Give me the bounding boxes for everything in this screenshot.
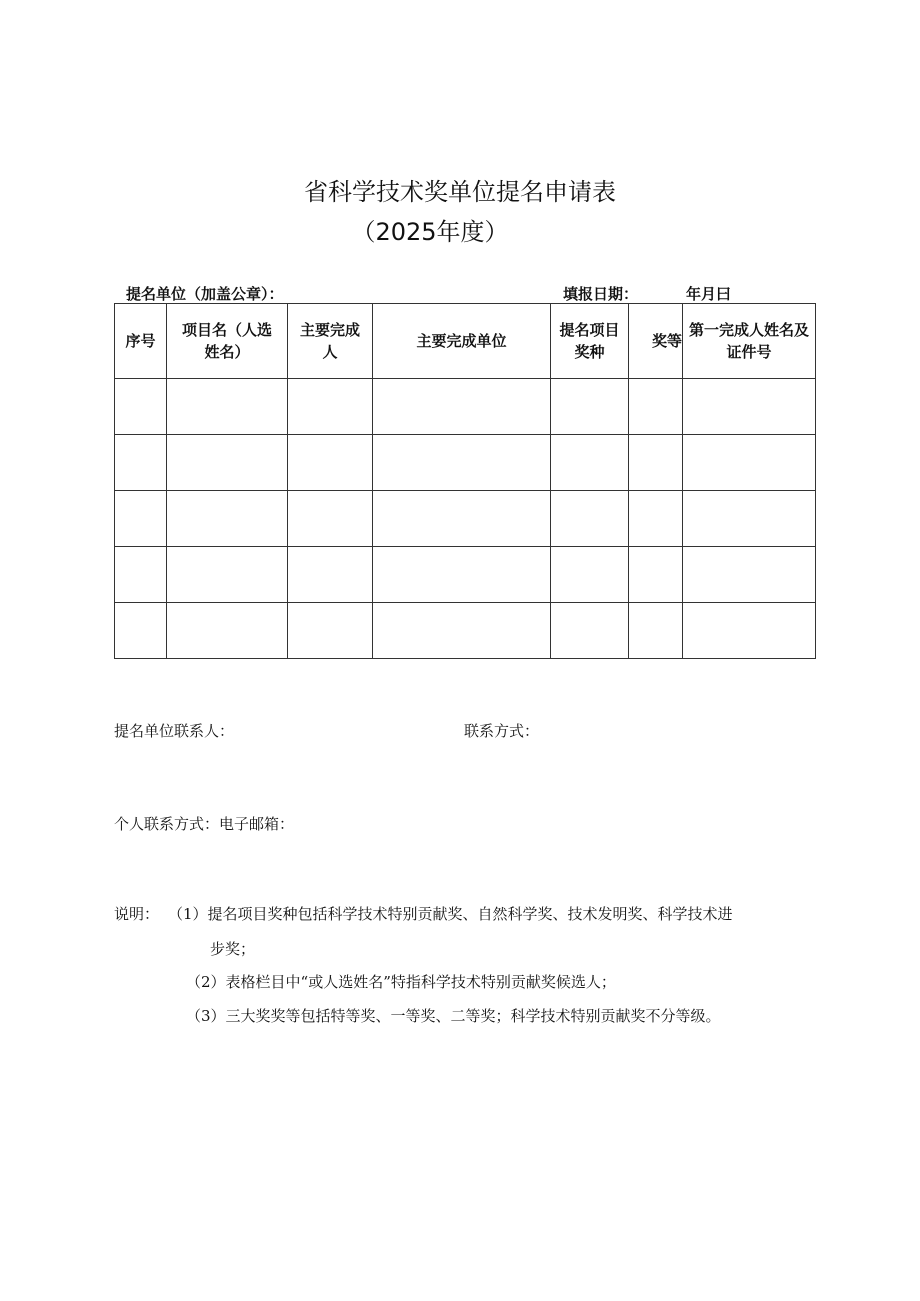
note-3: （3）三大奖奖等包括特等奖、一等奖、二等奖；科学技术特别贡献奖不分等级。 [186, 1007, 721, 1025]
cell[interactable] [115, 491, 167, 547]
cell[interactable] [629, 491, 683, 547]
header-index: 序号 [115, 304, 167, 379]
cell[interactable] [373, 547, 551, 603]
cell[interactable] [115, 547, 167, 603]
header-award-type: 提名项目奖种 [551, 304, 629, 379]
cell[interactable] [288, 379, 373, 435]
cell[interactable] [373, 491, 551, 547]
cell[interactable] [167, 435, 288, 491]
cell[interactable] [373, 379, 551, 435]
cell[interactable] [115, 603, 167, 659]
cell[interactable] [683, 547, 816, 603]
note-1: （1）提名项目奖种包括科学技术特别贡献奖、自然科学奖、技术发明奖、科学技术进 [168, 905, 733, 923]
header-first-contributor-id: 第一完成人姓名及证件号 [683, 304, 816, 379]
cell[interactable] [683, 379, 816, 435]
table-row [115, 603, 816, 659]
cell[interactable] [373, 435, 551, 491]
table-row [115, 491, 816, 547]
cell[interactable] [551, 547, 629, 603]
cell[interactable] [629, 435, 683, 491]
notes-label: 说明： [114, 905, 160, 923]
cell[interactable] [551, 435, 629, 491]
personal-contact-label: 个人联系方式：电子邮箱： [114, 815, 295, 833]
note-1-continued: 步奖； [210, 940, 256, 958]
date-value: 年月曰 [686, 285, 732, 303]
header-main-contributors: 主要完成人 [288, 304, 373, 379]
header-main-units: 主要完成单位 [373, 304, 551, 379]
cell[interactable] [629, 379, 683, 435]
cell[interactable] [115, 435, 167, 491]
cell[interactable] [167, 603, 288, 659]
nominator-label: 提名单位（加盖公章）： [126, 285, 284, 303]
cell[interactable] [683, 603, 816, 659]
table-row [115, 435, 816, 491]
page-title: 省科学技术奖单位提名申请表 [304, 178, 616, 206]
cell[interactable] [288, 435, 373, 491]
header-award-level: 奖等 [629, 304, 683, 379]
nomination-table [114, 303, 816, 659]
cell[interactable] [115, 379, 167, 435]
cell[interactable] [629, 603, 683, 659]
date-label: 填报日期： [563, 285, 639, 303]
cell[interactable] [288, 603, 373, 659]
cell[interactable] [373, 603, 551, 659]
cell[interactable] [629, 547, 683, 603]
table-header-row [115, 304, 816, 379]
cell[interactable] [167, 379, 288, 435]
cell[interactable] [683, 491, 816, 547]
note-2: （2）表格栏目中“或人选姓名”特指科学技术特别贡献奖候选人； [186, 973, 616, 991]
cell[interactable] [683, 435, 816, 491]
cell[interactable] [551, 603, 629, 659]
cell[interactable] [551, 491, 629, 547]
cell[interactable] [167, 491, 288, 547]
cell[interactable] [551, 379, 629, 435]
contact-method-label: 联系方式： [464, 722, 540, 740]
header-project-name: 项目名（人选姓名） [167, 304, 288, 379]
table-row [115, 547, 816, 603]
contact-person-label: 提名单位联系人： [114, 722, 235, 740]
cell[interactable] [288, 491, 373, 547]
table-row [115, 379, 816, 435]
cell[interactable] [167, 547, 288, 603]
cell[interactable] [288, 547, 373, 603]
page-subtitle: （2025年度） [351, 218, 509, 246]
